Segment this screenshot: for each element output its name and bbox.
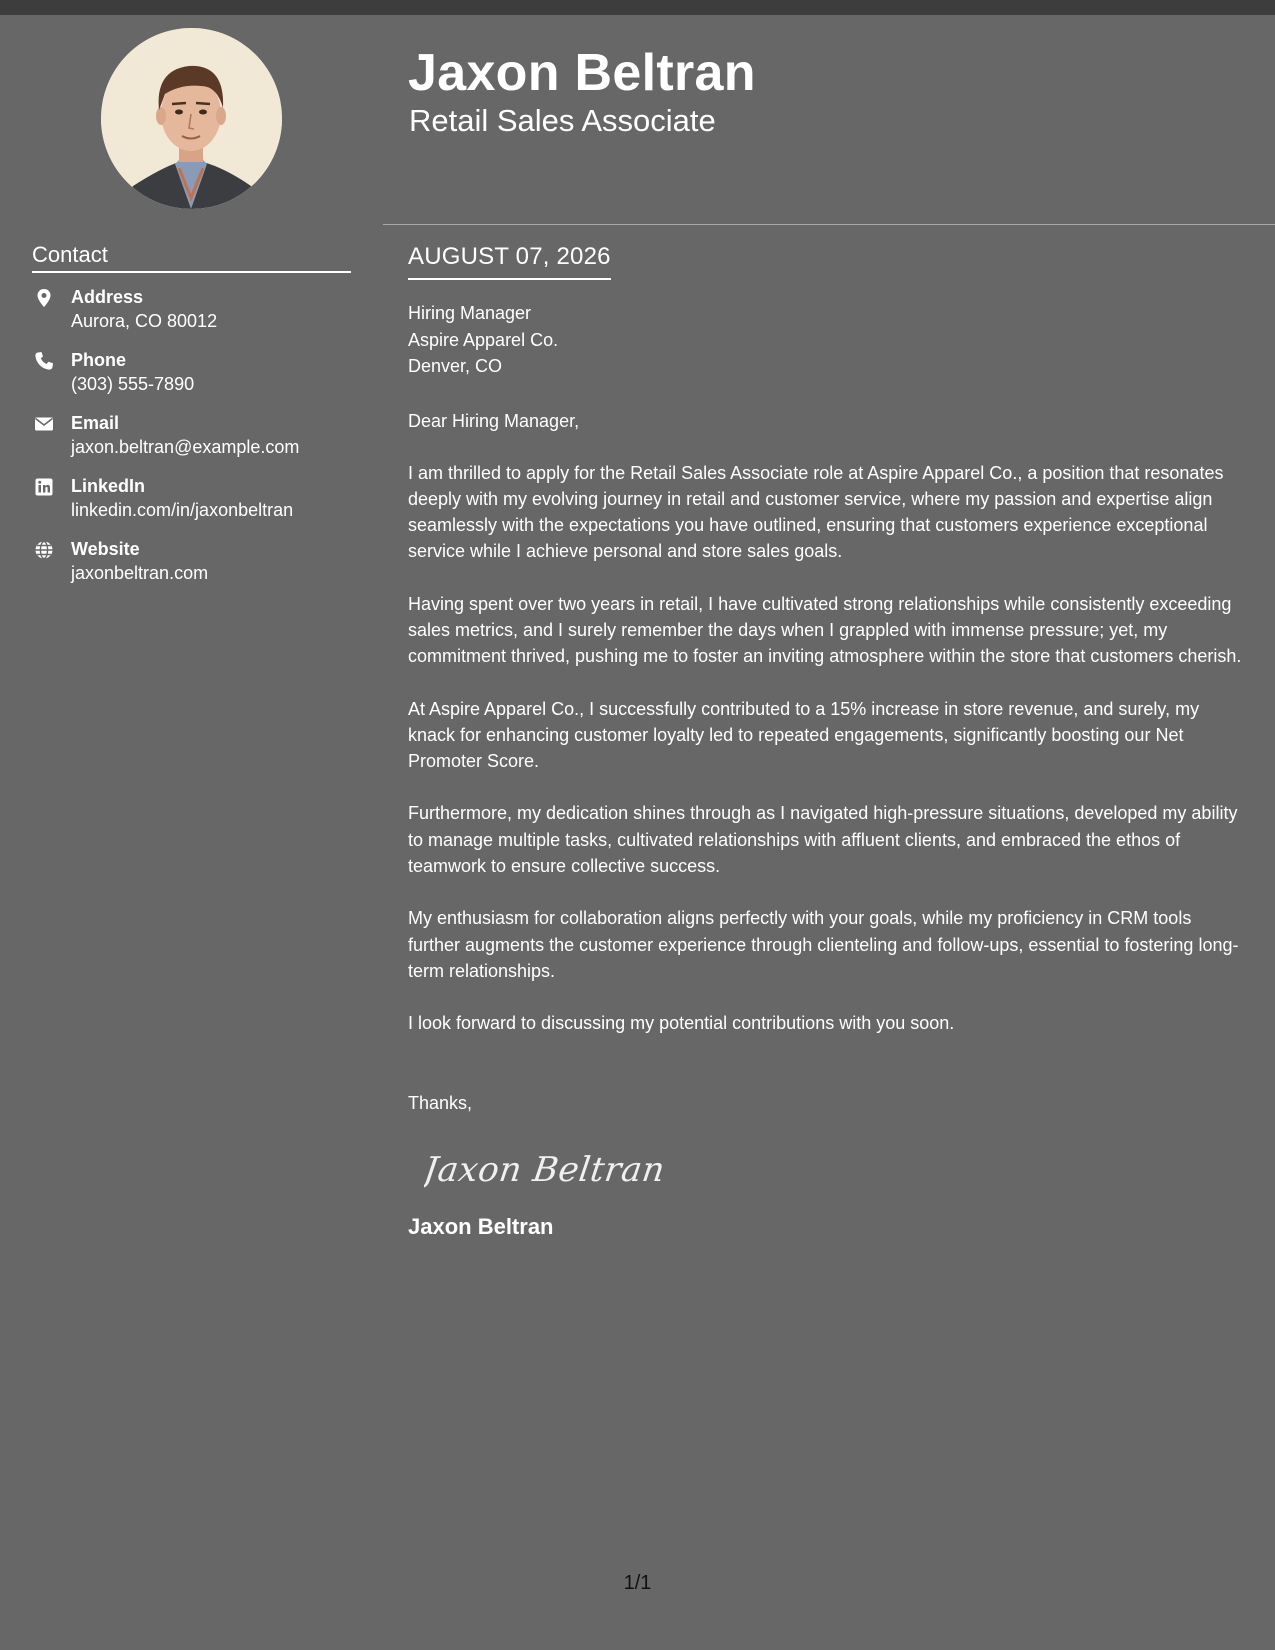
recipient-line: Aspire Apparel Co. (408, 329, 559, 350)
contact-value: (303) 555-7890 (71, 374, 195, 394)
envelope-icon (34, 414, 54, 434)
letter-paragraph: I look forward to discussing my potential contributions with you soon. (408, 1013, 955, 1034)
applicant-name: Jaxon Beltran (408, 44, 756, 102)
letter-paragraph: I am thrilled to apply for the Retail Sales Associate role at Aspire Apparel Co., a position that resonates deeply with my evolving journey in retail and customer service, where my passion and expertise align seamlessly with the expectations you have outlined, ensuring that customers experience exceptional service while I achieve personal and store sales goals. (408, 462, 1224, 562)
header-divider (383, 224, 1275, 225)
recipient-block (408, 300, 1243, 380)
phone-icon (34, 351, 54, 371)
letter-body (408, 240, 1243, 1241)
recipient-line: Hiring Manager (408, 303, 532, 323)
signed-name: Jaxon Beltran (408, 1213, 554, 1239)
avatar (101, 28, 282, 209)
letter-paragraph: Having spent over two years in retail, I have cultivated strong relationships while consistently exceeding sales metrics, and I surely remember the days when I grappled with immense pressure; yet, my commitment thrived, pushing me to foster an inviting atmosphere within the store that customers cherish. (408, 593, 1242, 667)
contact-item-phone (32, 348, 362, 411)
contact-label: Phone (71, 350, 127, 370)
top-bar (0, 0, 1275, 15)
letter-paragraph: My enthusiasm for collaboration aligns perfectly with your goals, while my proficiency in CRM tools further augments the customer experience through clienteling and follow-ups, essential to fostering long-term relationships. (408, 908, 1239, 981)
email-link[interactable]: jaxon.beltran@example.com (71, 437, 300, 457)
page-number: 1/1 (623, 1572, 652, 1594)
contact-label: Address (71, 287, 144, 307)
contact-label: LinkedIn (71, 476, 146, 496)
profile-photo (101, 28, 282, 209)
contact-item-linkedin (32, 474, 362, 537)
closing: Thanks, (408, 1092, 473, 1113)
contact-value: Aurora, CO 80012 (71, 311, 218, 331)
contact-item-address (32, 285, 362, 348)
contact-label: Website (71, 539, 140, 559)
location-pin-icon (34, 288, 54, 308)
sidebar (0, 15, 383, 1650)
greeting: Dear Hiring Manager, (408, 410, 580, 431)
globe-icon (34, 540, 54, 560)
contact-list (32, 285, 362, 600)
letter-paragraph: Furthermore, my dedication shines through as I navigated high-pressure situations, developed my ability to manage multiple tasks, cultivated relationships with affluent clients, and embraced the ethos of teamwork to ensure collective success. (408, 803, 1238, 877)
contact-item-website (32, 537, 362, 600)
contact-label: Email (71, 413, 120, 433)
linkedin-icon (34, 477, 54, 497)
linkedin-link[interactable]: linkedin.com/in/jaxonbeltran (71, 500, 294, 520)
signature-text: Jaxon Beltran (424, 1149, 664, 1190)
contact-item-email (32, 411, 362, 474)
job-title: Retail Sales Associate (409, 103, 716, 138)
letter-paragraph: At Aspire Apparel Co., I successfully contributed to a 15% increase in store revenue, and surely, my knack for enhancing customer loyalty led to repeated engagements, significantly boosting our Net Promoter Score. (408, 698, 1200, 772)
website-link[interactable]: jaxonbeltran.com (71, 563, 209, 583)
contact-section-title: Contact (32, 241, 351, 273)
letter-date: AUGUST 07, 2026 (408, 240, 611, 280)
handwritten-signature (424, 1141, 664, 1197)
recipient-line: Denver, CO (408, 356, 503, 376)
